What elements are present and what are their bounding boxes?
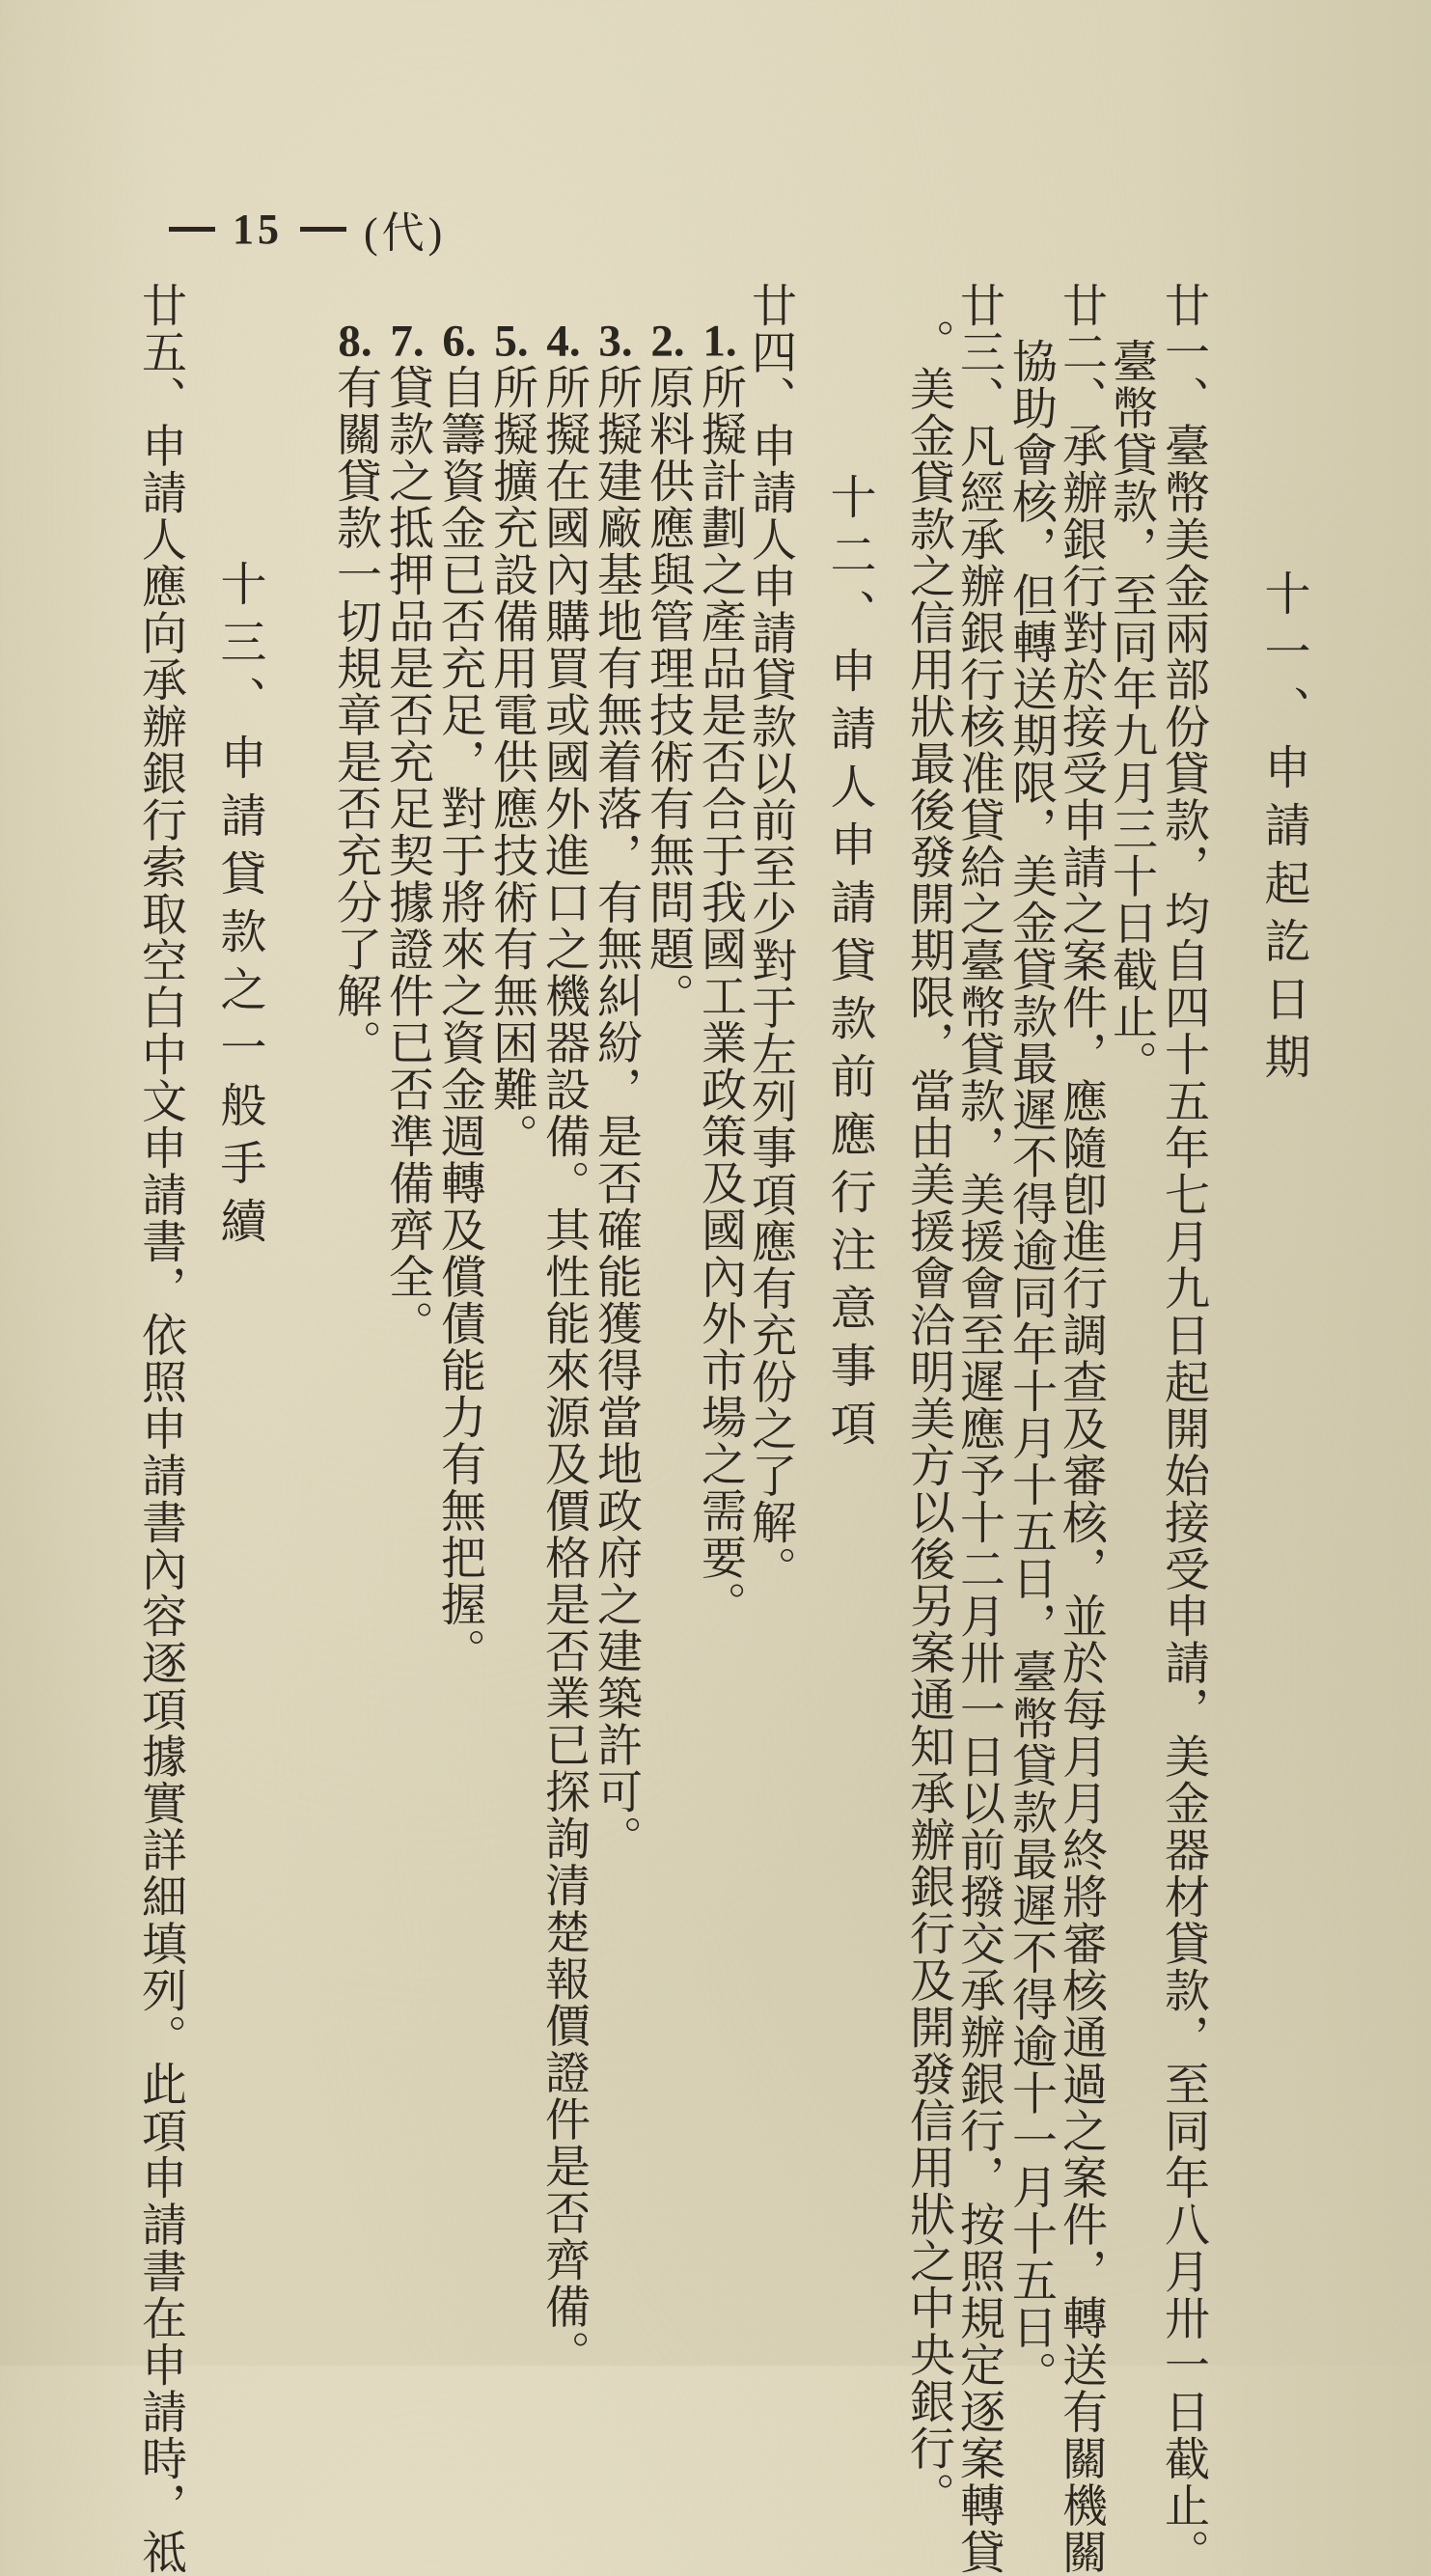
dash-right xyxy=(300,227,346,232)
section-11-heading: 十一、申請起訖日期 xyxy=(1256,569,1310,1091)
item-number: 7. xyxy=(390,319,425,364)
item-number: 3. xyxy=(598,319,633,364)
item-22-line-1: 廿二、承辦銀行對於接受申請之案件，應隨卽進行調查及審核，並於每月月終將審核通過之案件，轉送有關機關 xyxy=(1055,282,1108,2576)
item-24: 廿四、申請人申請貸款以前至少對于左列事項應有充份之了解。 xyxy=(744,282,797,1593)
item-21-line-1: 廿一、臺幣美金兩部份貸款，均自四十五年七月九日起開始接受申請，美金器材貸款，至同年八月卅一日截止。 xyxy=(1157,282,1210,2576)
item-number: 2. xyxy=(650,319,685,364)
item-22-line-2: 協助會核，但轉送期限，美金貸款最遲不得逾同年十月十五日，臺幣貸款最遲不得逾十一月十五日。 xyxy=(1004,338,1058,2397)
item-24-8: 8.有關貸款一切規章是否充分了解。 xyxy=(329,319,382,1066)
item-23-line-2: 。美金貸款之信用狀最後發開期限，當由美援會洽明美方以後另案通知承辦銀行及開發信用狀之中央銀行。 xyxy=(902,319,955,2519)
item-24-1: 1.所擬計劃之產品是否合于我國工業政策及國內外市場之需要。 xyxy=(694,319,747,1628)
item-24-5: 5.所擬擴充設備用電供應技術有無困難。 xyxy=(485,319,538,1160)
page-header xyxy=(169,198,446,260)
item-24-6: 6.自籌資金已否充足，對于將來之資金週轉及償債能力有無把握。 xyxy=(433,319,486,1675)
item-number: 4. xyxy=(546,319,581,364)
dash-left xyxy=(169,227,215,232)
item-23-line-1: 廿三、凡經承辦銀行核准貸給之臺幣貸款，美援會至遲應予十二月卅一日以前撥交承辦銀行，按照規定逐案轉貸 xyxy=(952,282,1005,2576)
page-number: 15 xyxy=(233,205,283,253)
item-number: 8. xyxy=(338,319,372,364)
page-marker: (代) xyxy=(364,209,447,257)
item-24-7: 7.貸款之抵押品是否充足契據證件已否準備齊全。 xyxy=(381,319,434,1347)
section-13-heading: 十三、申請貸款之一般手續 xyxy=(212,560,266,1255)
item-24-4: 4.所擬在國內購買或國外進口之機器設備。其性能來源及價格是否業已探詢清楚報價證件是否齊備。 xyxy=(537,319,591,2377)
item-25: 廿五、申請人應向承辦銀行索取空白中文申請書，依照申請書內容逐項據實詳細填列。此項申請書在申請時，祗 xyxy=(134,282,187,2576)
item-24-2: 2.原料供應與管理技術有無問題。 xyxy=(642,319,695,1019)
item-number: 5. xyxy=(494,319,529,364)
item-number: 6. xyxy=(442,319,477,364)
item-24-3: 3.所擬建廠基地有無着落，有無糾紛，是否確能獲得當地政府之建築許可。 xyxy=(590,319,643,1862)
item-number: 1. xyxy=(702,319,737,364)
item-21-line-2: 臺幣貸款，至同年九月三十日截止。 xyxy=(1105,338,1158,1087)
section-12-heading: 十二、申請人申請貸款前應行注意事項 xyxy=(822,473,876,1457)
